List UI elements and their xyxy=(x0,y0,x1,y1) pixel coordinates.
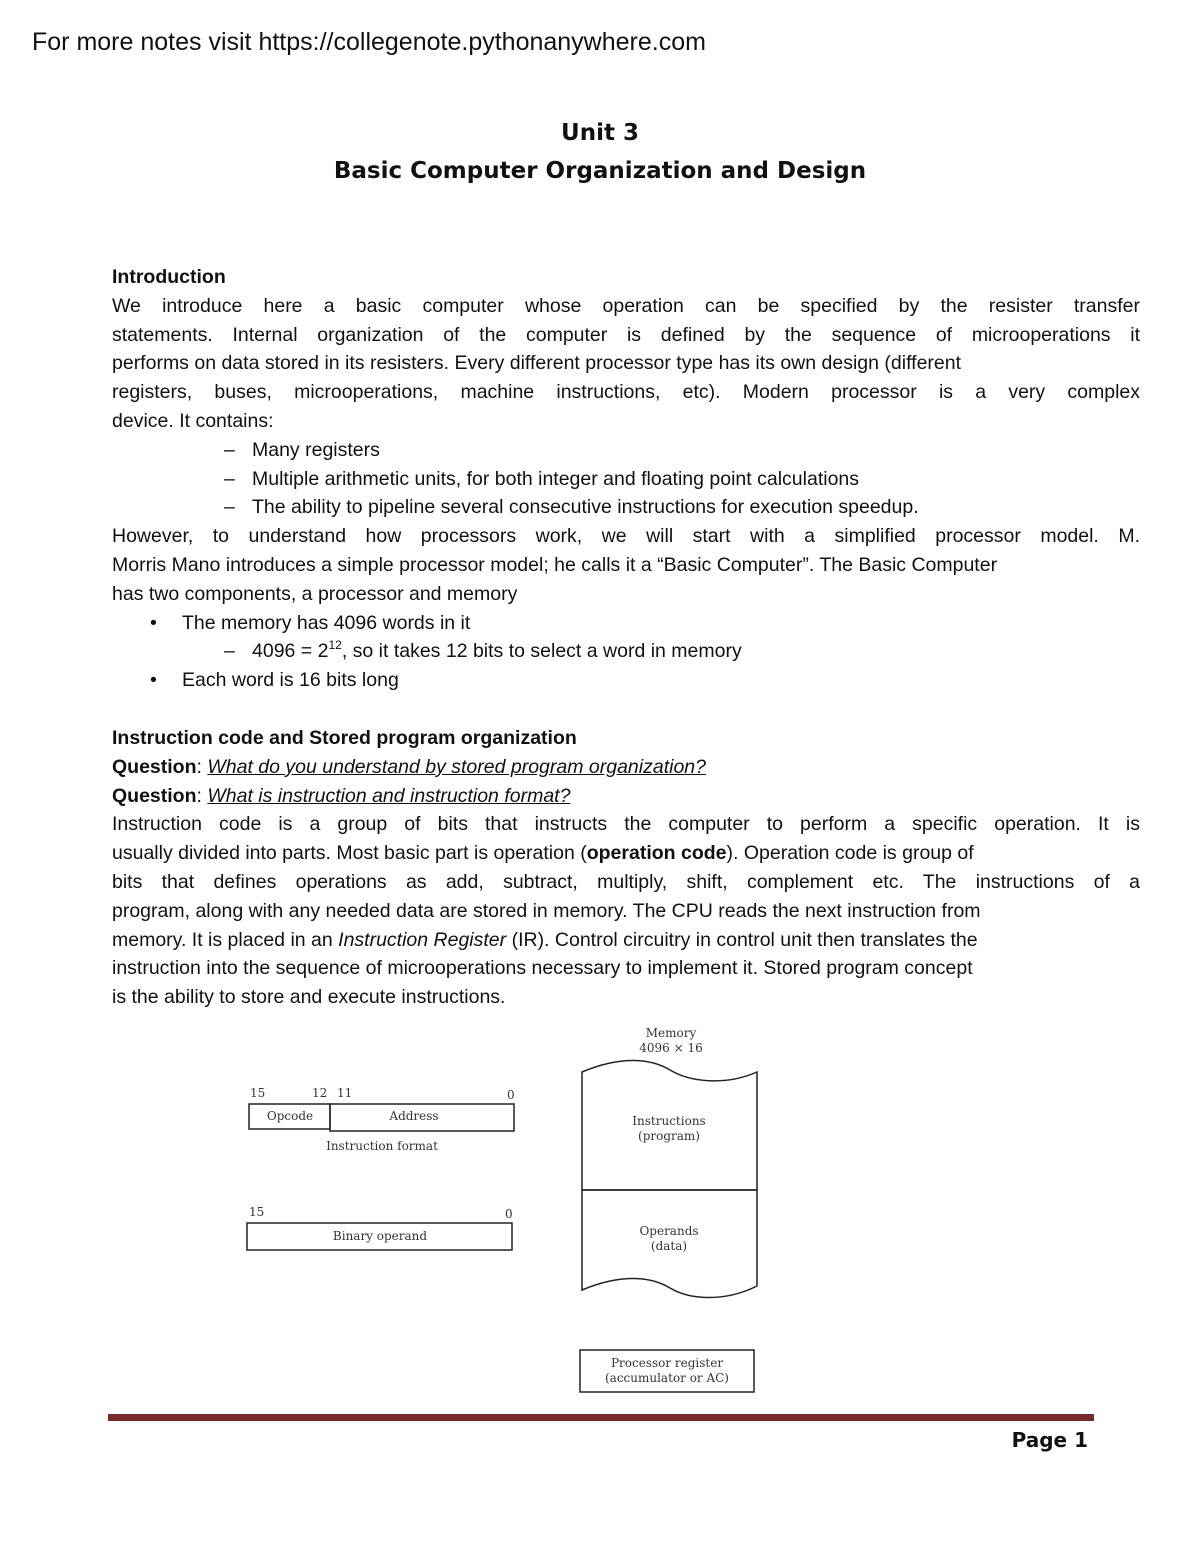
footer-rule xyxy=(108,1414,1094,1421)
list-item: – $4096 = 2^{12}$, so it takes 12 bits to select a word in memory xyxy=(112,637,1140,666)
bit-label: 0 xyxy=(507,1088,515,1102)
instruction-line: usually divided into parts. Most basic part is operation (operation code). Operation code is group of xyxy=(112,842,974,865)
data-label: (data) xyxy=(650,1239,688,1253)
instruction-line: instruction into the sequence of microoperations necessary to implement it. Stored program concept xyxy=(112,957,973,980)
instruction-heading: Instruction code and Stored program organization xyxy=(112,726,577,749)
however-line: Morris Mano introduces a simple processor model; he calls it a “Basic Computer”. The Basic Computer xyxy=(112,553,998,576)
introduction-heading: Introduction xyxy=(112,266,226,288)
instructions-label: Instructions xyxy=(632,1114,706,1128)
instruction-line: Instruction code is a group of bits that instructs the computer to perform a specific operation. It is xyxy=(112,813,1140,836)
unit-title: Unit 3 xyxy=(561,120,639,146)
intro-line: statements. Internal organization of the computer is defined by the sequence of microoperations it xyxy=(112,323,1140,346)
opcode-label: Opcode xyxy=(266,1109,314,1123)
question-text: What do you understand by stored program organization? xyxy=(207,755,706,778)
however-line: has two components, a processor and memory xyxy=(112,582,518,605)
bit-label: 15 xyxy=(249,1205,265,1219)
bit-label: 15 xyxy=(250,1086,266,1100)
question-line: Question: What is instruction and instruction format? xyxy=(112,784,571,807)
chapter-title: Basic Computer Organization and Design xyxy=(333,158,867,184)
bit-label: 12 xyxy=(312,1086,328,1100)
question-text: What is instruction and instruction format? xyxy=(207,784,571,807)
dash-marker: – xyxy=(224,496,235,519)
dash-marker: – xyxy=(224,467,235,490)
address-label: Address xyxy=(389,1109,439,1123)
intro-line: We introduce here a basic computer whose operation can be specified by the resister transfer xyxy=(112,294,1140,317)
binary-operand-label: Binary operand xyxy=(332,1229,428,1243)
bit-label: 0 xyxy=(505,1207,513,1221)
page-number: Page 1 xyxy=(1011,1428,1088,1452)
instruction-line: bits that defines operations as add, subtract, multiply, shift, complement etc. The instructions of a xyxy=(112,870,1140,893)
intro-line: device. It contains: xyxy=(112,409,274,432)
dash-marker: – xyxy=(224,438,235,461)
program-label: (program) xyxy=(638,1129,700,1143)
instruction-line: memory. It is placed in an Instruction Register (IR). Control circuitry in control unit then translates the xyxy=(112,928,978,951)
instruction-line: is the ability to store and execute instructions. xyxy=(112,986,506,1009)
list-item: – Many registers xyxy=(112,436,1140,465)
list-item: • The memory has 4096 words in it xyxy=(112,609,1140,638)
list-item: • Each word is 16 bits long xyxy=(112,666,1140,695)
dash-marker: – xyxy=(224,640,235,663)
intro-line: performs on data stored in its resisters. Every different processor type has its own design (different xyxy=(112,352,962,375)
question-line: Question: What do you understand by stored program organization? xyxy=(112,755,706,778)
bullet-marker: • xyxy=(150,669,157,692)
list-item: – Multiple arithmetic units, for both integer and floating point calculations xyxy=(112,465,1140,494)
bullet-marker: • xyxy=(150,611,157,634)
accumulator-label: (accumulator or AC) xyxy=(604,1371,730,1385)
however-line: However, to understand how processors work, we will start with a simplified processor model. M. xyxy=(112,525,1140,548)
bit-label: 11 xyxy=(337,1086,353,1100)
instruction-format-caption: Instruction format xyxy=(326,1139,438,1153)
instruction-line: program, along with any needed data are stored in memory. The CPU reads the next instruction from xyxy=(112,899,981,922)
processor-register-label: Processor register xyxy=(610,1356,724,1370)
list-item: – The ability to pipeline several consecutive instructions for execution speedup. xyxy=(112,493,1140,522)
memory-title: Memory xyxy=(645,1026,697,1040)
memory-size: 4096 × 16 xyxy=(639,1041,703,1055)
operands-label: Operands xyxy=(639,1224,699,1238)
intro-line: registers, buses, microoperations, machine instructions, etc). Modern processor is a very complex xyxy=(112,381,1140,404)
header-note: For more notes visit https://collegenote.pythonanywhere.com xyxy=(32,28,706,56)
